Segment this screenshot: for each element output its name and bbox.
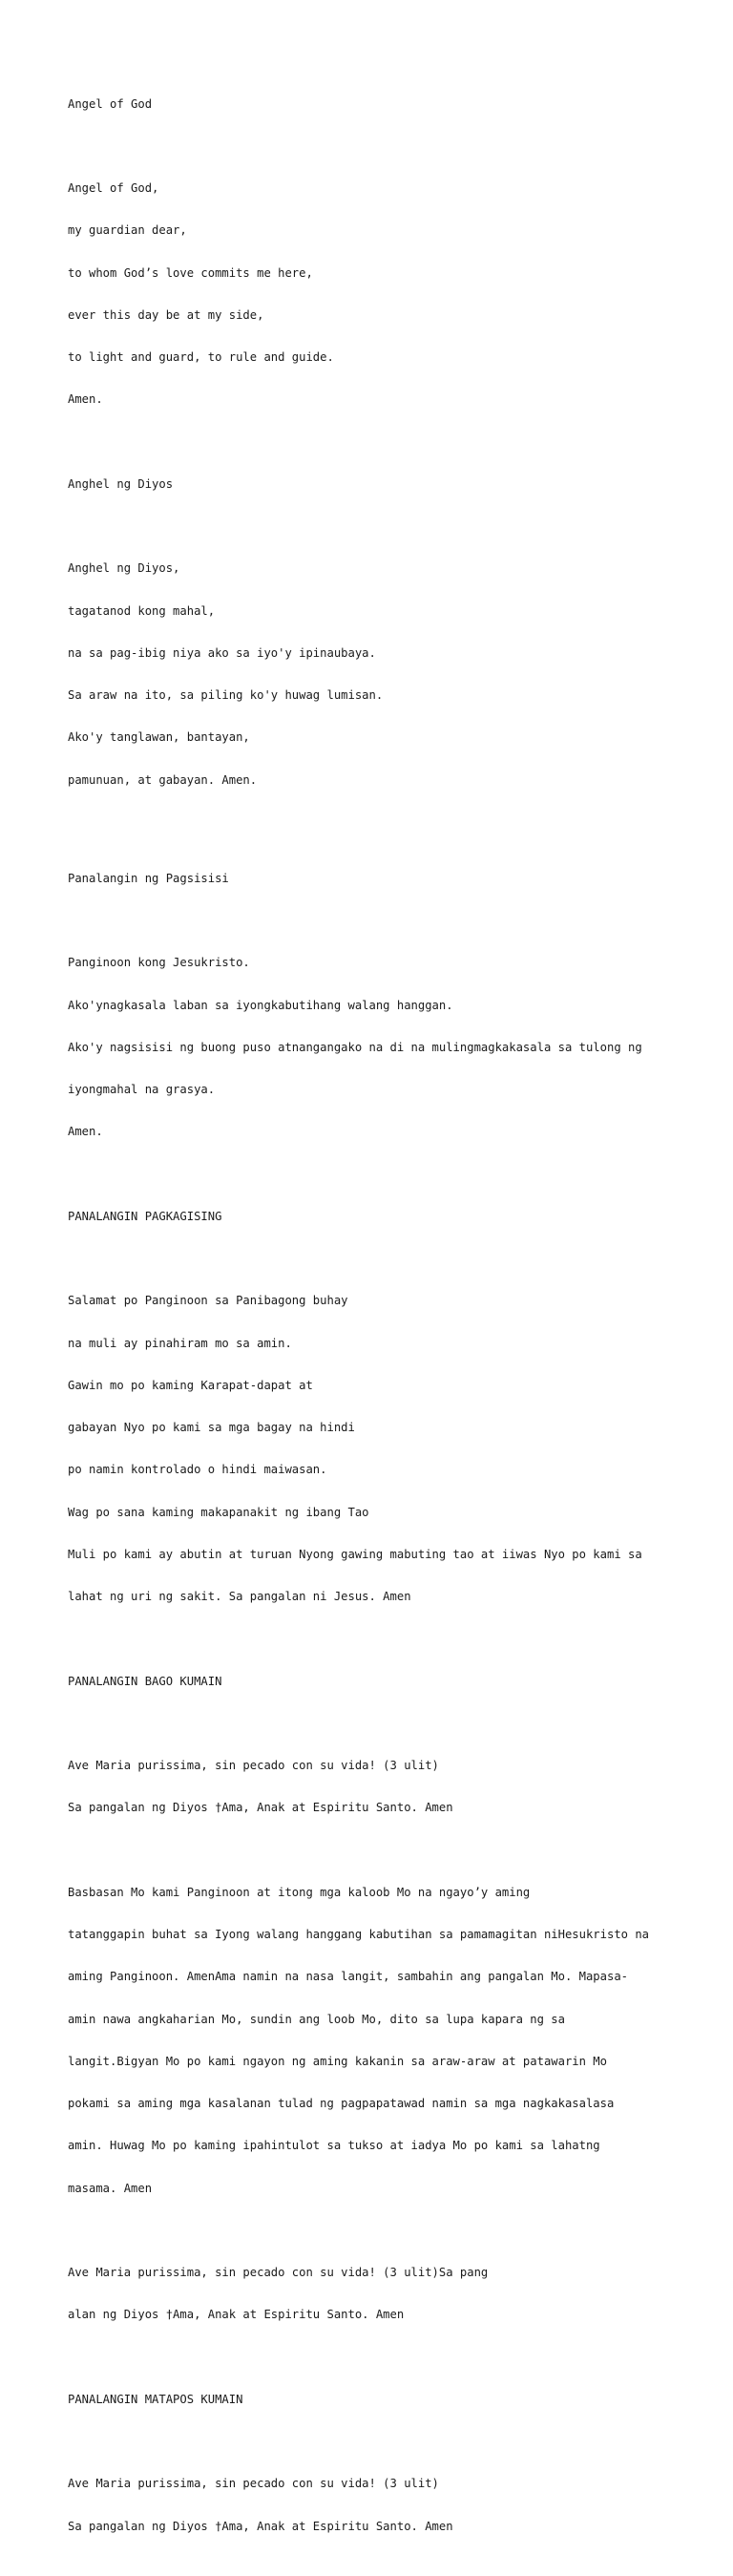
prayer-title-angel-of-god: Angel of God bbox=[68, 96, 153, 111]
prayer-body-ave-maria-3: Ave Maria purissima, sin pecado con su vida! (3 ulit) Sa pangalan ng Diyos †Ama, Anak at Espiritu Santo. Amen bbox=[68, 2477, 453, 2533]
prayer-title-pagsisisi: Panalangin ng Pagsisisi bbox=[68, 871, 229, 885]
prayer-title-anghel-ng-diyos: Anghel ng Diyos bbox=[68, 476, 174, 491]
prayer-body-angel-of-god: Angel of God, my guardian dear, to whom God’s love commits me here, ever this day be at my side, to light and guard, to rule and guide. Amen. bbox=[68, 181, 334, 407]
prayer-title-bago-kumain: PANALANGIN BAGO KUMAIN bbox=[68, 1674, 222, 1688]
spacer bbox=[68, 830, 698, 844]
prayer-body-ave-maria-1: Ave Maria purissima, sin pecado con su vida! (3 ulit) Sa pangalan ng Diyos †Ama, Anak at Espiritu Santo. Amen bbox=[68, 1759, 453, 1815]
prayer-body-basbasan: Basbasan Mo kami Panginoon at itong mga kaloob Mo na ngayo’y aming tatanggapin buhat sa Iyong walang hanggang kabutihan sa pamamagitan niHesukristo na aming Panginoon. AmenAma namin na nasa langit, sambahin ang pangalan Mo. Mapasa- amin nawa angkaharian Mo, sundin ang loob Mo, dito sa lupa kapara ng sa langit.Bigyan Mo po kami ngayon ng aming kakanin sa araw-araw at patawarin Mo pokami sa aming mga kasalanan tulad ng pagpapatawad namin sa mga nagkakasalasa amin. Huwag Mo po kaming ipahintulot sa tukso at iadya Mo po kami sa lahatng masama. Amen bbox=[68, 1885, 650, 2195]
prayer-title-matapos-kumain: PANALANGIN MATAPOS KUMAIN bbox=[68, 2392, 243, 2406]
prayer-body-anghel-ng-diyos: Anghel ng Diyos, tagatanod kong mahal, na sa pag-ibig niya ako sa iyo'y ipinaubaya. Sa araw na ito, sa piling ko'y huwag lumisan. Ako'y tanglawan, bantayan, pamunuan, at gabayan. Amen. bbox=[68, 561, 384, 787]
prayer-body-pagsisisi: Panginoon kong Jesukristo. Ako'ynagkasala laban sa iyongkabutihang walang hanggan. Ako'y nagsisisi ng buong puso atnangangako na di na mulingmagkakasala sa tulong ng iyongmahal na grasya. Amen. bbox=[68, 956, 642, 1139]
prayer-body-ave-maria-2: Ave Maria purissima, sin pecado con su vida! (3 ulit)Sa pang alan ng Diyos †Ama, Anak at Espiritu Santo. Amen bbox=[68, 2266, 489, 2322]
prayer-title-pagkagising: PANALANGIN PAGKAGISING bbox=[68, 1209, 222, 1223]
prayer-body-pagkagising: Salamat po Panginoon sa Panibagong buhay na muli ay pinahiram mo sa amin. Gawin mo po kaming Karapat-dapat at gabayan Nyo po kami sa mga bagay na hindi po namin kontrolado o hindi maiwasan. Wag po sana kaming makapanakit ng ibang Tao Muli po kami ay abutin at turuan Nyong gawing mabuting tao at iiwas Nyo po kami sa lahat ng uri ng sakit. Sa pangalan ni Jesus. Amen bbox=[68, 1294, 642, 1603]
document-page bbox=[68, 69, 698, 2576]
